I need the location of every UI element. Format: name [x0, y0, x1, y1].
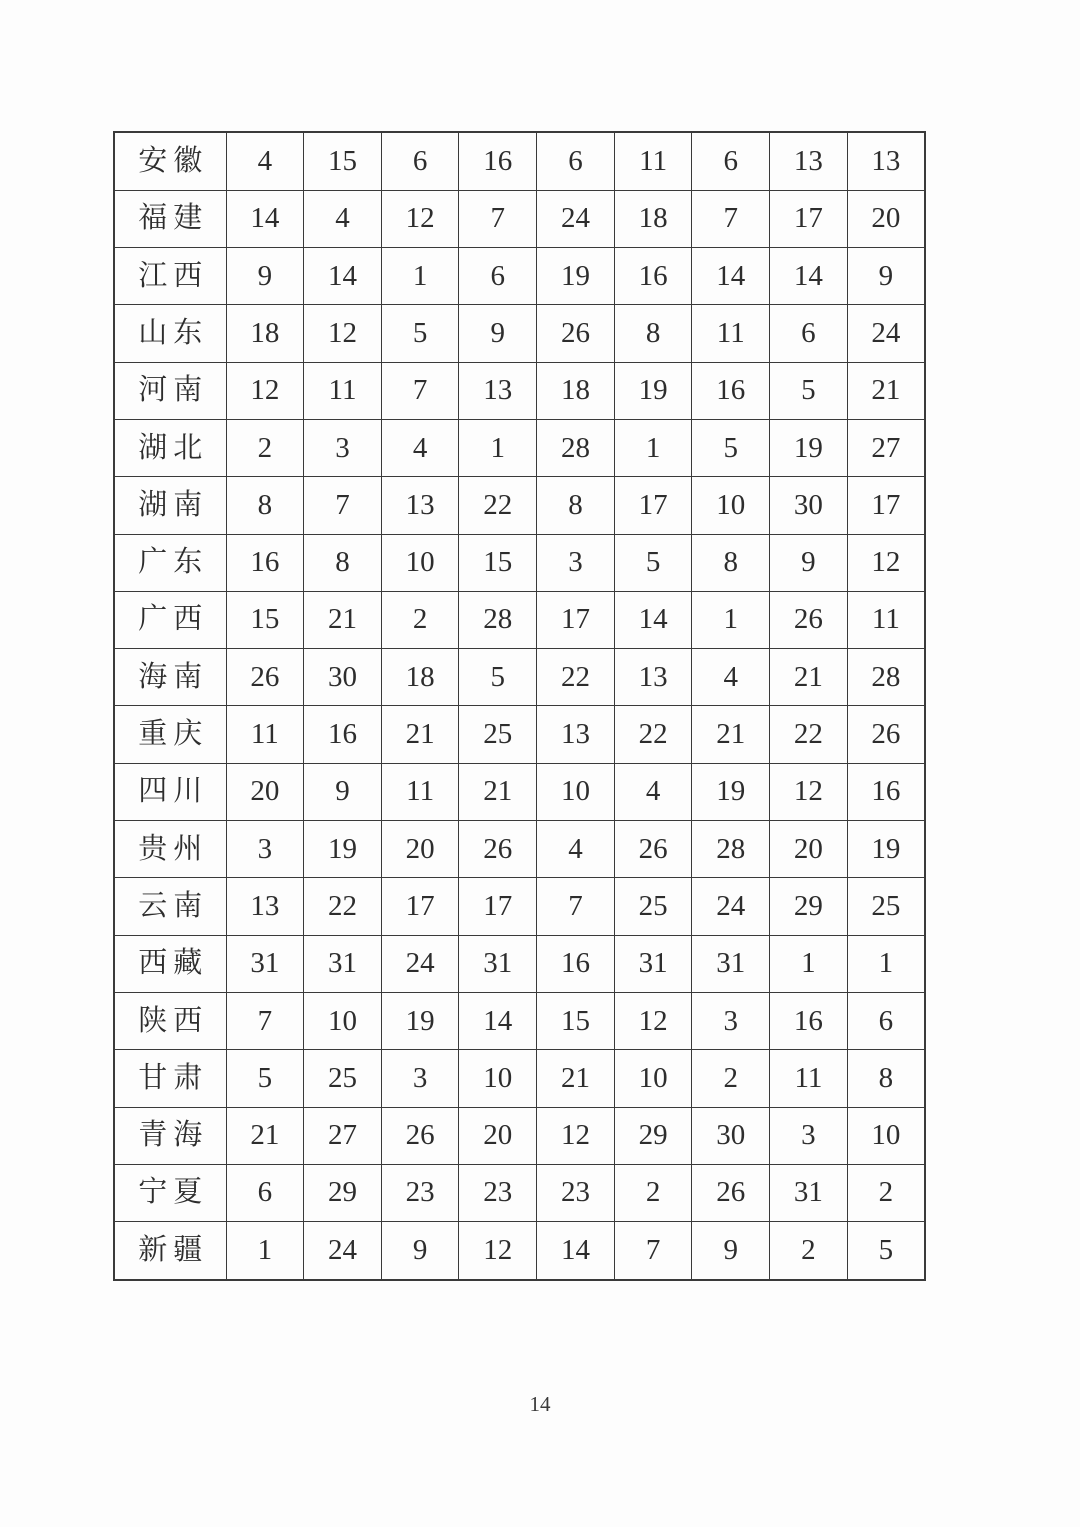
value-cell: 3	[304, 419, 382, 476]
value-cell: 16	[847, 763, 925, 820]
value-cell: 26	[537, 305, 615, 362]
province-name: 江西	[114, 248, 226, 305]
value-cell: 21	[304, 591, 382, 648]
value-cell: 17	[537, 591, 615, 648]
value-cell: 13	[226, 878, 304, 935]
value-cell: 25	[304, 1050, 382, 1107]
value-cell: 12	[770, 763, 848, 820]
value-cell: 27	[304, 1107, 382, 1164]
province-name: 甘肃	[114, 1050, 226, 1107]
value-cell: 8	[847, 1050, 925, 1107]
table-row	[114, 878, 925, 935]
value-cell: 13	[770, 132, 848, 190]
value-cell: 7	[226, 992, 304, 1049]
value-cell: 26	[692, 1164, 770, 1221]
value-cell: 9	[847, 248, 925, 305]
value-cell: 10	[847, 1107, 925, 1164]
province-name: 湖南	[114, 477, 226, 534]
value-cell: 6	[381, 132, 459, 190]
value-cell: 10	[381, 534, 459, 591]
province-name: 安徽	[114, 132, 226, 190]
province-name: 湖北	[114, 419, 226, 476]
value-cell: 16	[304, 706, 382, 763]
value-cell: 28	[692, 821, 770, 878]
value-cell: 24	[304, 1222, 382, 1280]
value-cell: 5	[692, 419, 770, 476]
value-cell: 10	[537, 763, 615, 820]
value-cell: 19	[692, 763, 770, 820]
value-cell: 22	[537, 649, 615, 706]
value-cell: 1	[770, 935, 848, 992]
value-cell: 5	[770, 362, 848, 419]
province-name: 陕西	[114, 992, 226, 1049]
value-cell: 10	[614, 1050, 692, 1107]
value-cell: 6	[459, 248, 537, 305]
value-cell: 17	[381, 878, 459, 935]
value-cell: 12	[381, 190, 459, 247]
value-cell: 16	[537, 935, 615, 992]
value-cell: 22	[770, 706, 848, 763]
value-cell: 1	[459, 419, 537, 476]
table-row	[114, 1164, 925, 1221]
value-cell: 20	[459, 1107, 537, 1164]
value-cell: 29	[614, 1107, 692, 1164]
value-cell: 17	[614, 477, 692, 534]
value-cell: 13	[459, 362, 537, 419]
value-cell: 4	[304, 190, 382, 247]
value-cell: 2	[226, 419, 304, 476]
table-row	[114, 992, 925, 1049]
value-cell: 25	[459, 706, 537, 763]
value-cell: 31	[226, 935, 304, 992]
value-cell: 21	[226, 1107, 304, 1164]
province-name: 重庆	[114, 706, 226, 763]
value-cell: 31	[304, 935, 382, 992]
value-cell: 21	[692, 706, 770, 763]
value-cell: 7	[304, 477, 382, 534]
table-row	[114, 649, 925, 706]
value-cell: 3	[381, 1050, 459, 1107]
value-cell: 12	[537, 1107, 615, 1164]
value-cell: 11	[304, 362, 382, 419]
value-cell: 4	[381, 419, 459, 476]
province-name: 新疆	[114, 1222, 226, 1280]
value-cell: 3	[537, 534, 615, 591]
value-cell: 19	[304, 821, 382, 878]
value-cell: 7	[537, 878, 615, 935]
value-cell: 7	[692, 190, 770, 247]
value-cell: 2	[381, 591, 459, 648]
province-name: 宁夏	[114, 1164, 226, 1221]
value-cell: 5	[381, 305, 459, 362]
value-cell: 7	[459, 190, 537, 247]
value-cell: 23	[459, 1164, 537, 1221]
value-cell: 11	[381, 763, 459, 820]
value-cell: 21	[459, 763, 537, 820]
value-cell: 7	[614, 1222, 692, 1280]
value-cell: 30	[770, 477, 848, 534]
value-cell: 11	[614, 132, 692, 190]
page-number: 14	[529, 1392, 551, 1416]
value-cell: 17	[459, 878, 537, 935]
table-row	[114, 248, 925, 305]
value-cell: 27	[847, 419, 925, 476]
value-cell: 8	[692, 534, 770, 591]
value-cell: 4	[226, 132, 304, 190]
table-row	[114, 190, 925, 247]
province-name: 西藏	[114, 935, 226, 992]
province-name: 福建	[114, 190, 226, 247]
value-cell: 7	[381, 362, 459, 419]
value-cell: 1	[692, 591, 770, 648]
value-cell: 19	[537, 248, 615, 305]
value-cell: 18	[226, 305, 304, 362]
value-cell: 9	[381, 1222, 459, 1280]
table-row	[114, 821, 925, 878]
value-cell: 21	[847, 362, 925, 419]
value-cell: 31	[692, 935, 770, 992]
value-cell: 2	[847, 1164, 925, 1221]
value-cell: 16	[692, 362, 770, 419]
province-name: 广东	[114, 534, 226, 591]
value-cell: 8	[614, 305, 692, 362]
value-cell: 9	[692, 1222, 770, 1280]
value-cell: 13	[537, 706, 615, 763]
province-name: 青海	[114, 1107, 226, 1164]
value-cell: 6	[537, 132, 615, 190]
value-cell: 14	[614, 591, 692, 648]
value-cell: 10	[459, 1050, 537, 1107]
table-row	[114, 1222, 925, 1280]
value-cell: 6	[847, 992, 925, 1049]
value-cell: 11	[847, 591, 925, 648]
value-cell: 3	[226, 821, 304, 878]
value-cell: 8	[304, 534, 382, 591]
value-cell: 9	[304, 763, 382, 820]
value-cell: 14	[459, 992, 537, 1049]
value-cell: 9	[459, 305, 537, 362]
value-cell: 29	[304, 1164, 382, 1221]
table-row	[114, 362, 925, 419]
value-cell: 5	[847, 1222, 925, 1280]
value-cell: 20	[770, 821, 848, 878]
value-cell: 20	[381, 821, 459, 878]
province-name: 山东	[114, 305, 226, 362]
province-name: 广西	[114, 591, 226, 648]
value-cell: 12	[614, 992, 692, 1049]
table-row	[114, 706, 925, 763]
province-name: 四川	[114, 763, 226, 820]
value-cell: 26	[226, 649, 304, 706]
value-cell: 14	[304, 248, 382, 305]
value-cell: 1	[847, 935, 925, 992]
value-cell: 14	[226, 190, 304, 247]
table-row	[114, 591, 925, 648]
value-cell: 28	[847, 649, 925, 706]
table-row	[114, 763, 925, 820]
table-row	[114, 534, 925, 591]
value-cell: 15	[226, 591, 304, 648]
value-cell: 3	[692, 992, 770, 1049]
value-cell: 23	[381, 1164, 459, 1221]
value-cell: 28	[459, 591, 537, 648]
value-cell: 4	[614, 763, 692, 820]
value-cell: 24	[381, 935, 459, 992]
value-cell: 31	[614, 935, 692, 992]
value-cell: 22	[459, 477, 537, 534]
value-cell: 31	[459, 935, 537, 992]
value-cell: 28	[537, 419, 615, 476]
table-row	[114, 477, 925, 534]
value-cell: 5	[614, 534, 692, 591]
value-cell: 29	[770, 878, 848, 935]
value-cell: 26	[381, 1107, 459, 1164]
value-cell: 14	[537, 1222, 615, 1280]
value-cell: 17	[770, 190, 848, 247]
value-cell: 19	[770, 419, 848, 476]
value-cell: 16	[226, 534, 304, 591]
value-cell: 4	[537, 821, 615, 878]
value-cell: 18	[614, 190, 692, 247]
value-cell: 10	[304, 992, 382, 1049]
value-cell: 1	[614, 419, 692, 476]
value-cell: 19	[614, 362, 692, 419]
value-cell: 21	[770, 649, 848, 706]
table-row	[114, 419, 925, 476]
value-cell: 2	[614, 1164, 692, 1221]
value-cell: 24	[692, 878, 770, 935]
value-cell: 25	[614, 878, 692, 935]
province-name: 海南	[114, 649, 226, 706]
value-cell: 31	[770, 1164, 848, 1221]
value-cell: 18	[537, 362, 615, 419]
value-cell: 2	[692, 1050, 770, 1107]
table-row	[114, 1050, 925, 1107]
value-cell: 22	[614, 706, 692, 763]
value-cell: 22	[304, 878, 382, 935]
table-row	[114, 132, 925, 190]
value-cell: 23	[537, 1164, 615, 1221]
value-cell: 15	[537, 992, 615, 1049]
value-cell: 12	[459, 1222, 537, 1280]
value-cell: 11	[226, 706, 304, 763]
value-cell: 24	[847, 305, 925, 362]
value-cell: 19	[847, 821, 925, 878]
value-cell: 30	[692, 1107, 770, 1164]
province-name: 贵州	[114, 821, 226, 878]
value-cell: 12	[847, 534, 925, 591]
table-row	[114, 305, 925, 362]
value-cell: 16	[770, 992, 848, 1049]
value-cell: 8	[226, 477, 304, 534]
value-cell: 9	[770, 534, 848, 591]
value-cell: 14	[692, 248, 770, 305]
value-cell: 10	[692, 477, 770, 534]
value-cell: 1	[381, 248, 459, 305]
value-cell: 12	[226, 362, 304, 419]
value-cell: 15	[304, 132, 382, 190]
value-cell: 21	[381, 706, 459, 763]
value-cell: 26	[614, 821, 692, 878]
province-name: 云南	[114, 878, 226, 935]
value-cell: 2	[770, 1222, 848, 1280]
value-cell: 6	[226, 1164, 304, 1221]
value-cell: 13	[381, 477, 459, 534]
value-cell: 14	[770, 248, 848, 305]
value-cell: 1	[226, 1222, 304, 1280]
value-cell: 3	[770, 1107, 848, 1164]
value-cell: 21	[537, 1050, 615, 1107]
value-cell: 20	[226, 763, 304, 820]
value-cell: 15	[459, 534, 537, 591]
value-cell: 12	[304, 305, 382, 362]
value-cell: 4	[692, 649, 770, 706]
value-cell: 5	[459, 649, 537, 706]
table-row	[114, 935, 925, 992]
value-cell: 30	[304, 649, 382, 706]
value-cell: 25	[847, 878, 925, 935]
value-cell: 5	[226, 1050, 304, 1107]
value-cell: 11	[692, 305, 770, 362]
value-cell: 8	[537, 477, 615, 534]
value-cell: 18	[381, 649, 459, 706]
province-table	[113, 131, 926, 1281]
value-cell: 6	[770, 305, 848, 362]
table-body	[114, 132, 925, 1280]
value-cell: 26	[459, 821, 537, 878]
value-cell: 9	[226, 248, 304, 305]
value-cell: 6	[692, 132, 770, 190]
value-cell: 20	[847, 190, 925, 247]
table-row	[114, 1107, 925, 1164]
value-cell: 11	[770, 1050, 848, 1107]
province-name: 河南	[114, 362, 226, 419]
value-cell: 16	[459, 132, 537, 190]
value-cell: 17	[847, 477, 925, 534]
value-cell: 26	[847, 706, 925, 763]
value-cell: 13	[614, 649, 692, 706]
value-cell: 16	[614, 248, 692, 305]
value-cell: 19	[381, 992, 459, 1049]
value-cell: 26	[770, 591, 848, 648]
value-cell: 24	[537, 190, 615, 247]
value-cell: 13	[847, 132, 925, 190]
